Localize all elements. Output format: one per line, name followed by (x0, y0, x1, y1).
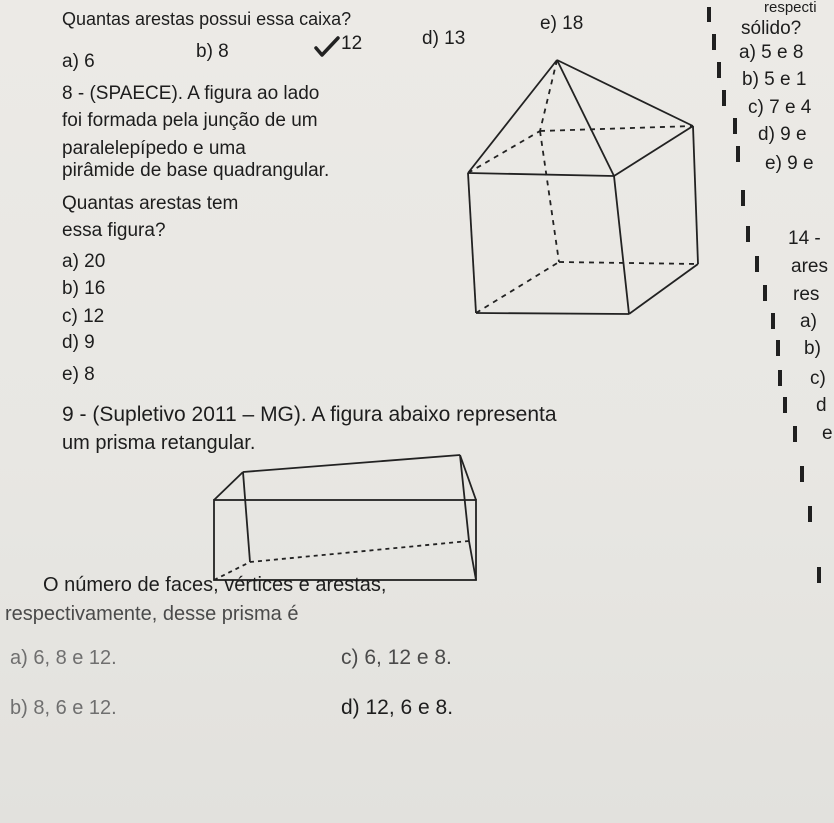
right-col-q14-option-b: b) (804, 338, 821, 359)
right-col-q14-option-d: d (816, 395, 827, 416)
q9-option-d: d) 12, 6 e 8. (341, 696, 454, 719)
right-col-question: sólido? (741, 18, 802, 39)
right-col-option-a: a) 5 e 8 (739, 42, 804, 63)
q8-option-d: d) 9 (62, 332, 95, 353)
q8-line-3: paralelepípedo e uma (62, 138, 246, 159)
q9-subtitle: um prisma retangular. (62, 432, 256, 454)
right-col-q14-line-2: ares (791, 256, 828, 277)
q9-sentence-2: respectivamente, desse prisma é (5, 603, 299, 625)
q8-line-6: essa figura? (62, 220, 166, 241)
q8-line-2: foi formada pela junção de um (62, 110, 318, 131)
q8-option-c: c) 12 (62, 306, 105, 327)
q8-line-1: 8 - (SPAECE). A figura ao lado (62, 83, 320, 104)
right-col-option-e: e) 9 e (765, 153, 814, 174)
right-col-q14-option-e: e (822, 423, 833, 444)
right-col-option-c: c) 7 e 4 (748, 97, 812, 118)
q8-option-a: a) 20 (62, 251, 106, 272)
q7-option-c: 12 (341, 33, 363, 54)
q9-option-a: a) 6, 8 e 12. (10, 647, 117, 669)
q8-option-e: e) 8 (62, 364, 95, 385)
q9-sentence-1: O número de faces, vértices e arestas, (43, 574, 387, 596)
q8-line-4: pirâmide de base quadrangular. (62, 160, 330, 181)
right-col-q14-line-3: res (793, 284, 820, 305)
right-col-option-d: d) 9 e (758, 124, 807, 145)
q7-option-d: d) 13 (422, 28, 466, 49)
q7-option-b: b) 8 (196, 41, 229, 62)
right-col-q14-option-a: a) (800, 311, 817, 332)
q8-line-5: Quantas arestas tem (62, 193, 239, 214)
q7-option-e: e) 18 (540, 13, 584, 34)
q9-title: 9 - (Supletivo 2011 – MG). A figura abaixo representa (62, 403, 557, 426)
q7-option-a: a) 6 (62, 51, 95, 72)
q9-option-b: b) 8, 6 e 12. (10, 697, 117, 719)
q8-option-b: b) 16 (62, 278, 106, 299)
right-col-header: respecti (764, 0, 817, 16)
right-col-q14-option-c: c) (810, 368, 826, 389)
right-col-option-b: b) 5 e 1 (742, 69, 807, 90)
q9-option-c: c) 6, 12 e 8. (341, 646, 452, 669)
q7-question: Quantas arestas possui essa caixa? (62, 9, 352, 29)
right-col-q14-number: 14 - (788, 228, 821, 249)
